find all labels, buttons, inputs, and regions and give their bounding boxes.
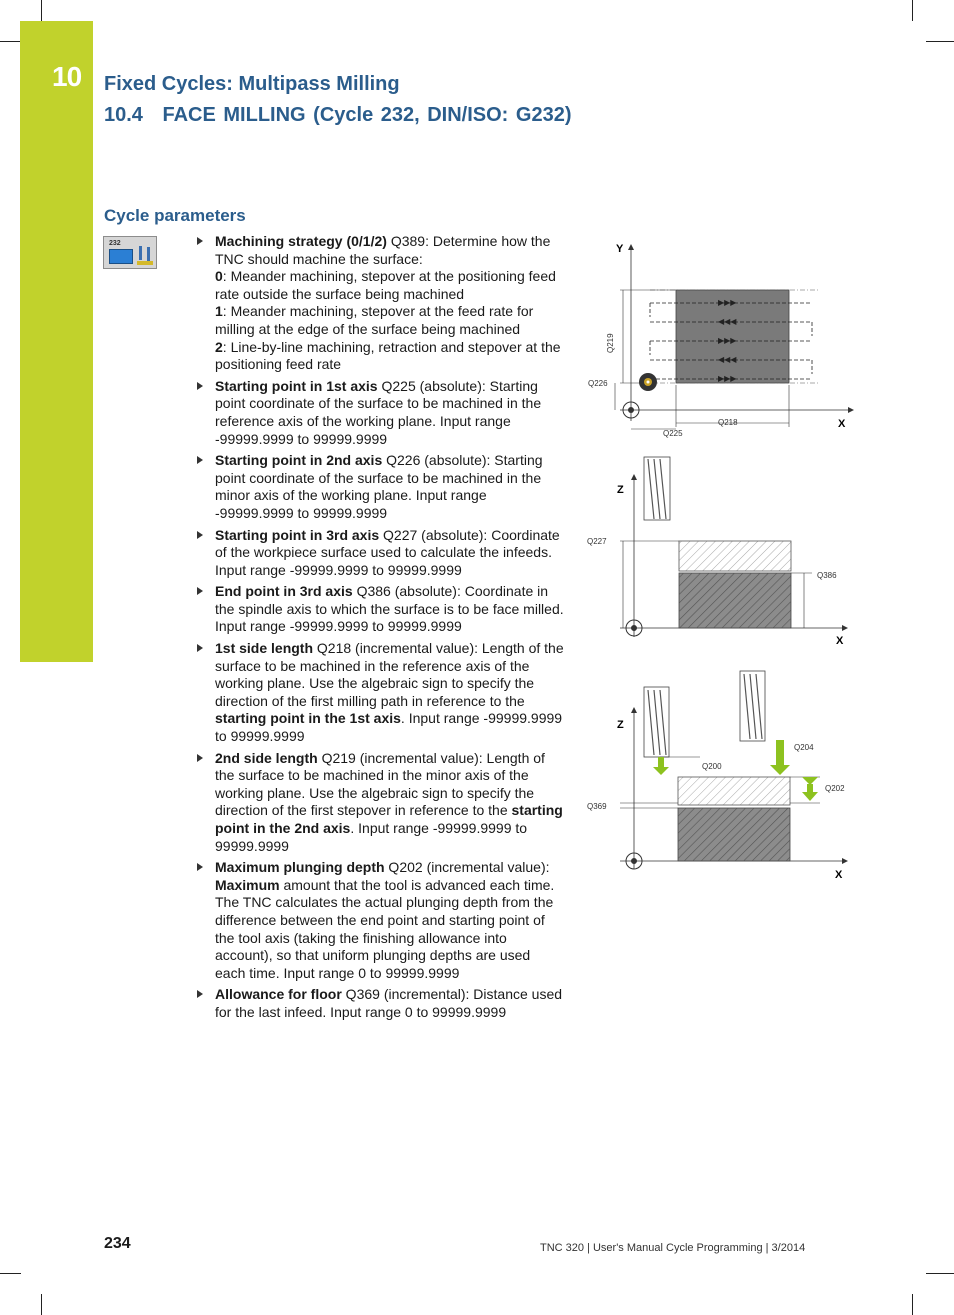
z-axis-label: Z [617, 719, 624, 731]
param-start-2nd-axis [192, 452, 564, 522]
chapter-band [20, 21, 93, 662]
param-ref: Maximum [215, 876, 280, 893]
strategy-option-2 [215, 339, 564, 374]
param-text: Q226 (absolute): Starting point coordinate of the surface to be machined in the minor axis of the working plane. Input range -99999.9999 to 99999.9999 [215, 452, 543, 521]
param-end-3rd-axis [192, 583, 564, 636]
svg-text:◀◀◀: ◀◀◀ [718, 355, 737, 364]
label-q204: Q204 [794, 743, 814, 752]
svg-text:▶▶▶: ▶▶▶ [718, 336, 737, 345]
crop-mark [926, 1273, 954, 1274]
section-name: FACE MILLING (Cycle 232, DIN/ISO: G232) [162, 104, 572, 126]
crop-mark [0, 1273, 21, 1274]
label-q227: Q227 [587, 537, 607, 546]
option-value: 1 [215, 303, 223, 320]
x-axis-label: X [836, 635, 844, 647]
green-arrow-q202-icon [802, 777, 818, 801]
cycle-232-softkey-icon [103, 236, 157, 269]
bullet-triangle-icon [197, 382, 203, 390]
param-start-1st-axis [192, 378, 564, 448]
z-axis-label: Z [617, 484, 624, 496]
param-text: Q225 (absolute): Starting point coordinate of the surface to be machined in the reference axis of the working plane. Input range -99999.9999 to 99999.9999 [215, 377, 542, 447]
param-max-plunging-depth [192, 859, 564, 982]
param-start-3rd-axis [192, 527, 564, 580]
footer-text: TNC 320 | User's Manual Cycle Programming | 3/2014 [540, 1242, 806, 1254]
param-text: Q369 (incremental): Distance used for the last infeed. Input range 0 to 99999.9999 [215, 986, 563, 1020]
param-2nd-side-length [192, 750, 564, 856]
bullet-triangle-icon [197, 863, 203, 871]
option-value: 2 [215, 338, 223, 355]
x-axis-label: X [835, 869, 843, 881]
y-axis-label: Y [616, 243, 624, 255]
param-name: Machining strategy (0/1/2) [215, 233, 387, 249]
parameter-list [192, 233, 564, 1026]
label-q225: Q225 [663, 429, 683, 438]
option-text: : Line-by-line machining, retraction and stepover at the positioning feed rate [215, 338, 561, 373]
param-text: Q227 (absolute): Coordinate of the workpiece surface used to calculate the infeeds. Input range -99999.9999 to 99999.9999 [215, 526, 560, 578]
screen-icon [109, 249, 133, 264]
green-arrow-q200-icon [653, 757, 669, 775]
strategy-option-0 [215, 268, 564, 303]
end-mill-left-icon [644, 687, 669, 757]
param-machining-strategy [192, 233, 564, 374]
param-text: Q219 (incremental value): Length of the surface to be machined in the minor axis of the working plane. Use the algebraic sign to specify the direction of the first stepover in reference to the [215, 749, 545, 819]
strategy-option-1 [215, 303, 564, 338]
option-text: : Meander machining, stepover at the feed rate for milling at the edge of the surface being machined [215, 303, 534, 337]
x-axis-label: X [838, 418, 846, 430]
param-1st-side-length [192, 640, 564, 746]
param-ref: starting point in the 2nd axis [215, 802, 563, 836]
option-text: : Meander machining, stepover at the positioning feed rate outside the surface being machined [215, 268, 556, 302]
figure-xz-plane [587, 457, 848, 647]
end-mill-right-icon [740, 671, 765, 741]
param-text: Q218 (incremental value): Length of the surface to be machined in the reference axis of the working plane. Use the algebraic sign to specify the direction of the first milling path in reference to the [215, 640, 564, 709]
tool-icon [137, 244, 153, 266]
option-value: 0 [215, 268, 223, 285]
param-name: End point in 3rd axis [215, 583, 353, 600]
crop-mark [41, 0, 42, 21]
section-title [104, 104, 571, 127]
svg-text:◀◀◀: ◀◀◀ [718, 317, 737, 326]
svg-text:▶▶▶: ▶▶▶ [718, 298, 737, 307]
crop-mark [926, 41, 954, 42]
param-name: Starting point in 3rd axis [215, 526, 380, 543]
param-text: Q389: Determine how the TNC should machine the surface: [215, 233, 551, 267]
param-name: 1st side length [215, 640, 314, 657]
param-text: Q202 (incremental value): [384, 859, 550, 876]
param-name: Starting point in 1st axis [215, 377, 378, 394]
cycle-parameters-heading: Cycle parameters [104, 206, 246, 225]
param-name: Allowance for floor [215, 986, 342, 1003]
param-text: Q386 (absolute): Coordinate in the spindle axis to which the surface is to be face milled. Input range -99999.9999 to 99999.9999 [215, 583, 564, 635]
figure-xy-plane [588, 243, 854, 438]
label-q219: Q219 [606, 333, 615, 353]
param-tail: . Input range -99999.9999 to 99999.9999 [215, 710, 563, 745]
label-q369: Q369 [587, 802, 607, 811]
cycle-icon-label: 232 [109, 240, 121, 247]
bullet-triangle-icon [197, 237, 203, 245]
param-tail: . Input range -99999.9999 to 99999.9999 [215, 820, 528, 854]
param-allowance-floor [192, 986, 564, 1021]
svg-text:▶▶▶: ▶▶▶ [718, 374, 737, 383]
end-mill-icon [644, 457, 670, 520]
crop-mark [0, 41, 21, 42]
chapter-number: 10 [52, 61, 82, 92]
label-q218: Q218 [718, 418, 738, 427]
chapter-title: Fixed Cycles: Multipass Milling [104, 73, 400, 95]
param-ref: starting point in the 1st axis [215, 710, 401, 727]
label-q200: Q200 [702, 762, 722, 771]
cycle-illustrations [580, 235, 860, 885]
param-name: Maximum plunging depth [215, 859, 385, 876]
crop-mark [912, 0, 913, 21]
label-q226: Q226 [588, 379, 608, 388]
bullet-triangle-icon [197, 531, 203, 539]
green-arrow-q204-icon [770, 740, 790, 775]
label-q202: Q202 [825, 784, 845, 793]
bullet-triangle-icon [197, 644, 203, 652]
param-name: Starting point in 2nd axis [215, 452, 383, 469]
param-tail: amount that the tool is advanced each time. The TNC calculates the actual plunging depth from the difference between the end point and starting point of the tool axis (taking the finishing allowance into account), so that uniform plunging depths are used each time. Input range 0 to 99999.9999 [215, 876, 555, 981]
bullet-triangle-icon [197, 754, 203, 762]
param-name: 2nd side length [215, 749, 318, 766]
label-q386: Q386 [817, 571, 837, 580]
section-number: 10.4 [104, 104, 143, 126]
page-number: 234 [104, 1235, 131, 1252]
crop-mark [912, 1294, 913, 1315]
figure-infeed [587, 671, 848, 881]
bullet-triangle-icon [197, 587, 203, 595]
bullet-triangle-icon [197, 990, 203, 998]
crop-mark [41, 1294, 42, 1315]
bullet-triangle-icon [197, 456, 203, 464]
